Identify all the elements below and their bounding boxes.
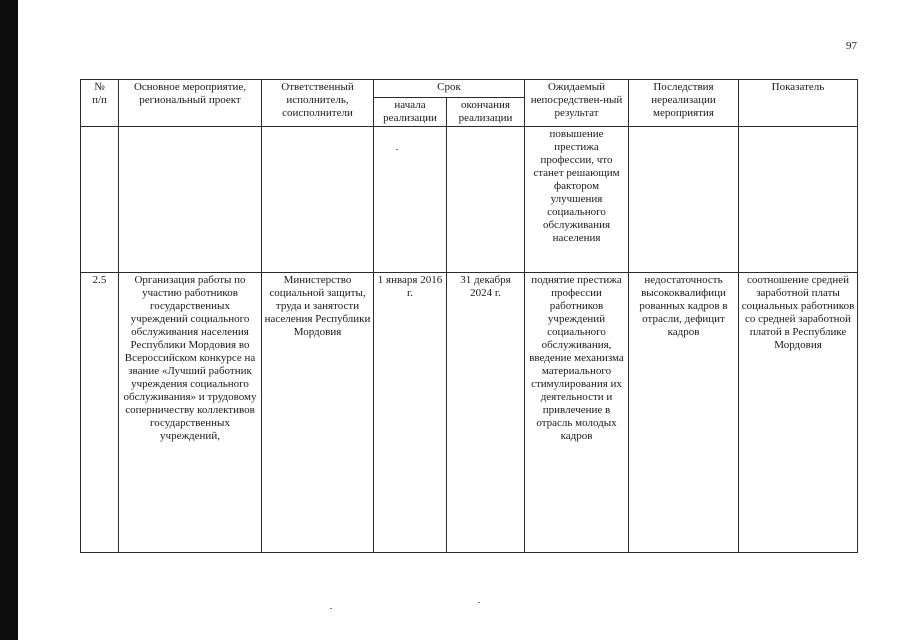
page-number: 97 [846, 40, 857, 52]
cell-start [374, 127, 447, 273]
cell-result: поднятие престижа профессии работников учреждений социального обслуживания, введение механизма материального стимулирования их деятельности и привлечение в отрасль молодых кадров [525, 273, 629, 553]
cell-end [447, 127, 525, 273]
scan-speck [396, 149, 398, 150]
table-row [81, 273, 858, 553]
cell-result: повышение престижа профессии, что станет решающим фактором улучшения социального обслуживания населения [525, 127, 629, 273]
header-term: Срок [374, 80, 525, 98]
cell-measure: Организация работы по участию работников государственных учреждений социального обслуживания населения Республики Мордовия во Всероссийском конкурсе на звание «Лучший работник учреждения социального обслуживания» и трудовому соперничеству коллективов государственных учреждений, [119, 273, 262, 553]
header-result: Ожидаемый непосредствен-ный результат [525, 80, 629, 127]
scan-edge [0, 0, 18, 640]
header-term-end: окончания реализации [447, 98, 525, 127]
cell-executor [262, 127, 374, 273]
cell-num [81, 127, 119, 273]
scan-speck [478, 602, 480, 603]
cell-measure [119, 127, 262, 273]
table-row [81, 127, 858, 273]
header-executor: Ответственный исполнитель, соисполнители [262, 80, 374, 127]
header-num: № п/п [81, 80, 119, 127]
scan-speck [330, 608, 332, 609]
header-indicator: Показатель [739, 80, 858, 127]
header-row [81, 80, 858, 98]
header-consequences: Последствия нереализации мероприятия [629, 80, 739, 127]
cell-indicator: соотношение средней заработной платы социальных работников со средней заработной платой в Республике Мордовия [739, 273, 858, 553]
cell-start: 1 января 2016 г. [374, 273, 447, 553]
cell-executor: Министерство социальной защиты, труда и занятости населения Республики Мордовия [262, 273, 374, 553]
cell-num: 2.5 [81, 273, 119, 553]
cell-consequences [629, 127, 739, 273]
header-measure: Основное мероприятие, региональный проект [119, 80, 262, 127]
cell-indicator [739, 127, 858, 273]
header-term-start: начала реализации [374, 98, 447, 127]
cell-consequences: недостаточность высококвалифици рованных кадров в отрасли, дефицит кадров [629, 273, 739, 553]
program-table [80, 79, 858, 553]
cell-end: 31 декабря 2024 г. [447, 273, 525, 553]
